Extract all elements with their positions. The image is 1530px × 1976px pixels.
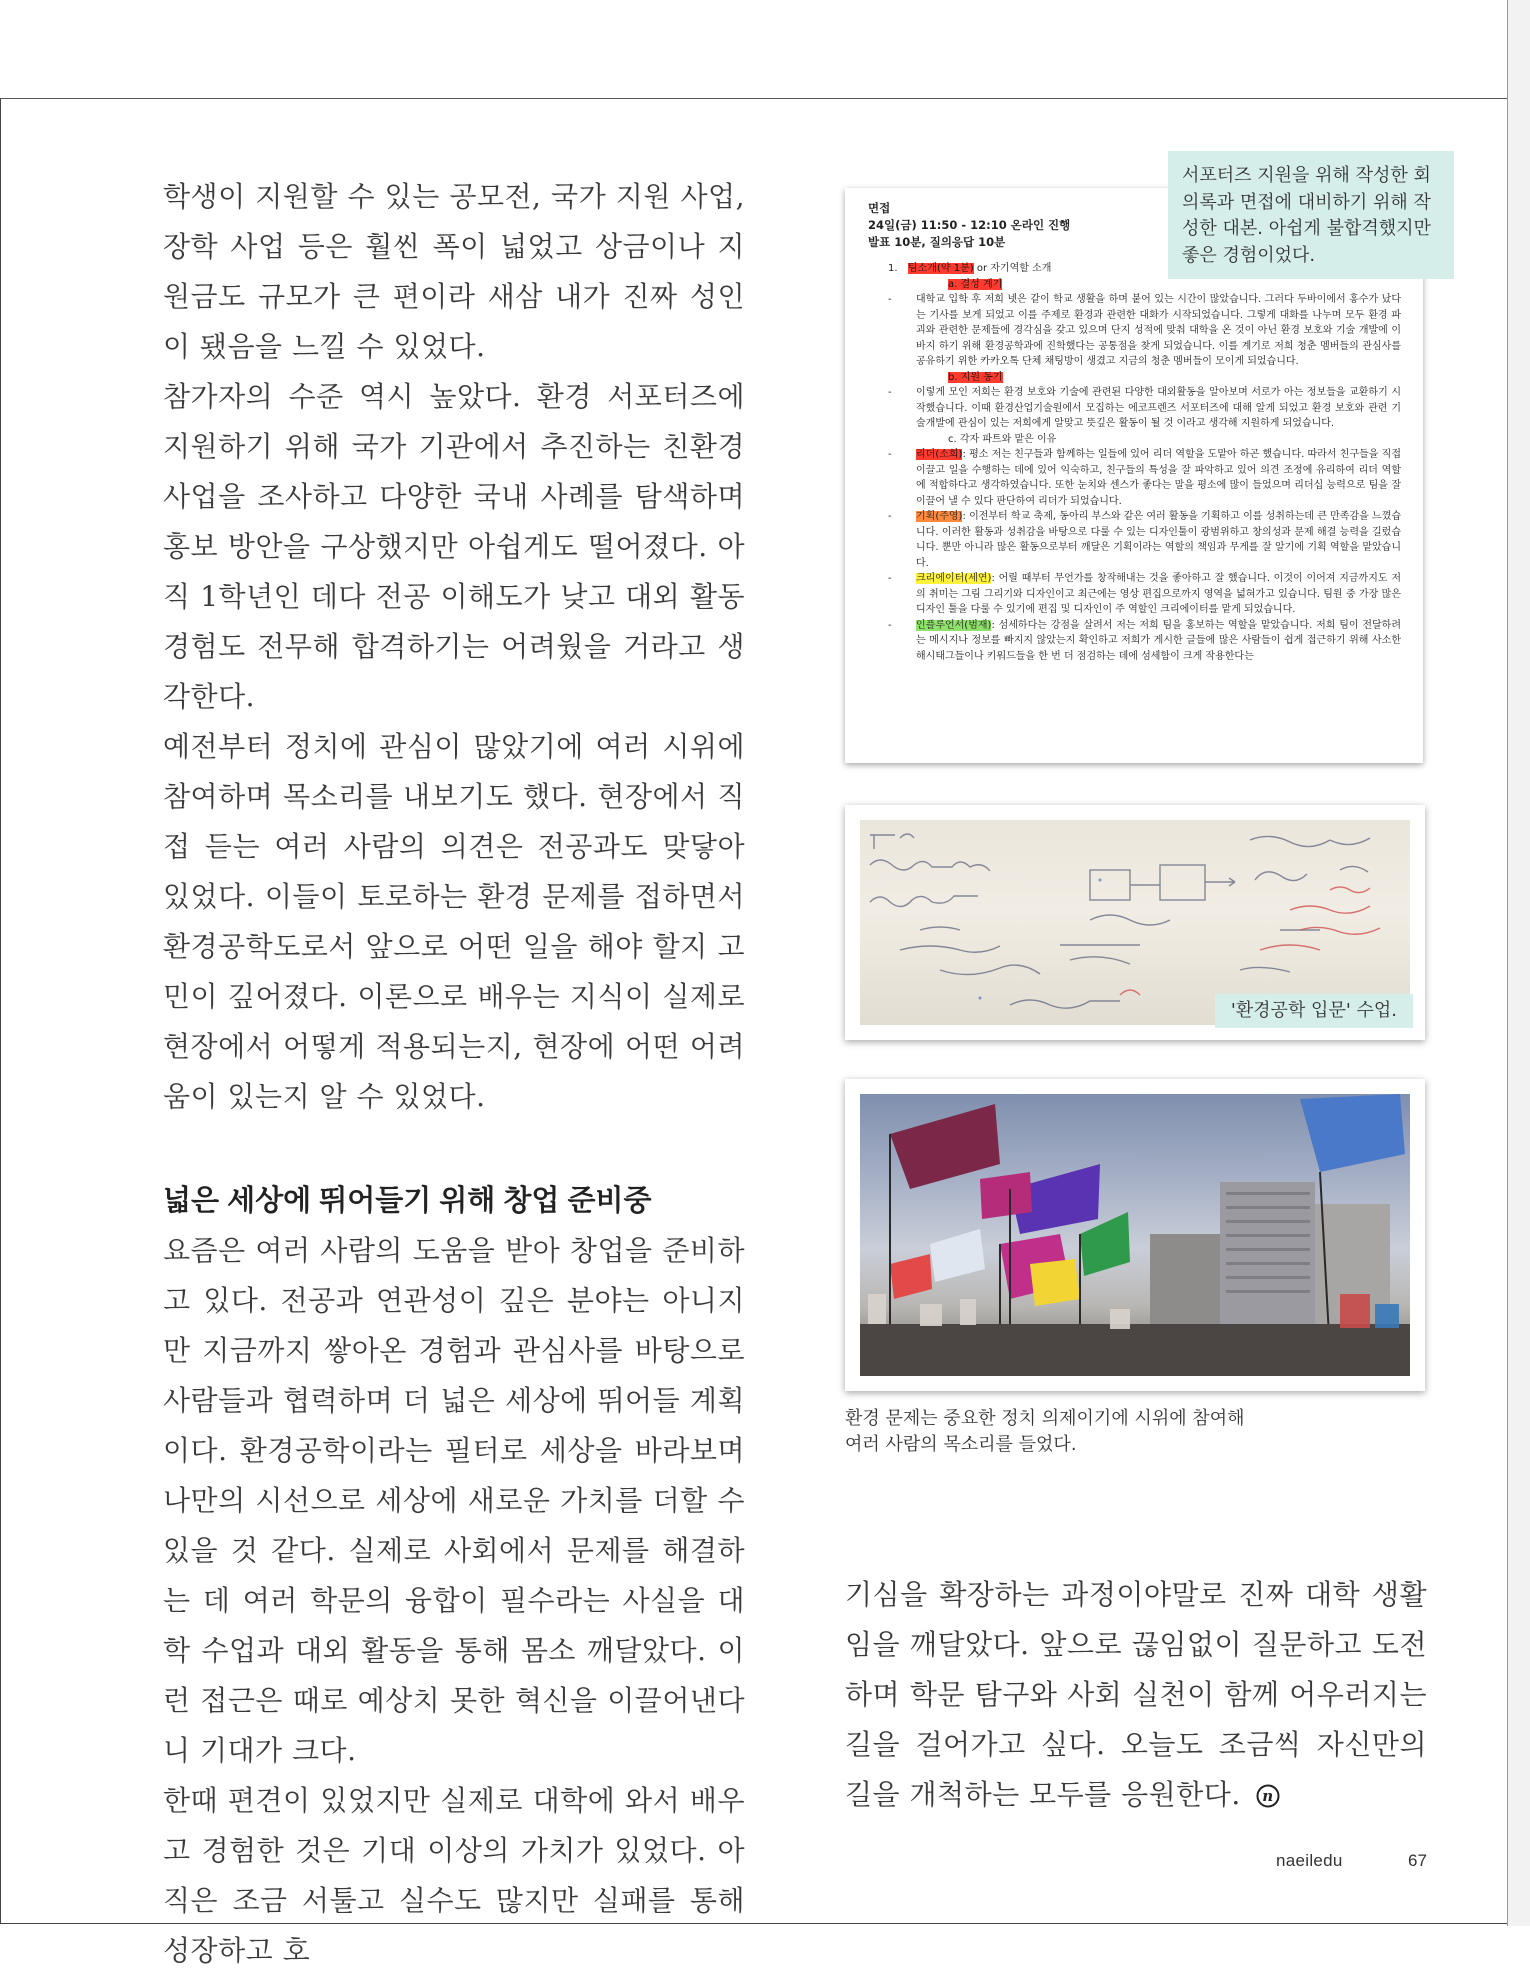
doc-format: 발표 10분, 질의응답 10분 xyxy=(868,235,1006,249)
doc-highlight: 팀소개(약 1분) xyxy=(908,263,974,274)
body-paragraph: 한때 편견이 있었지만 실제로 대학에 와서 배우고 경험한 것은 기대 이상의 가치가 있었다. 아직은 조금 서툴고 실수도 많지만 실패를 통해 성장하고 호 xyxy=(163,1784,745,1967)
page-number: 67 xyxy=(1408,1851,1427,1870)
body-paragraph: 학생이 지원할 수 있는 공모전, 국가 지원 사업, 장학 사업 등은 훨씬 폭이 넓었고 상금이나 지원금도 규모가 큰 편이라 새삼 내가 진짜 성인이 됐음을 느낄 수 있었다. xyxy=(163,180,745,363)
protest-caption xyxy=(845,1406,1405,1458)
body-paragraph: 예전부터 정치에 관심이 많았기에 여러 시위에 참여하며 목소리를 내보기도 했다. 현장에서 직접 듣는 여러 사람의 의견은 전공과도 맞닿아 있었다. 이들이 토로하는 환경 문제를 접하면서 환경공학도로서 앞으로 어떤 일을 해야 할지 고민이 깊어졌다. 이론으로 배우는 지식이 실제로 현장에서 어떻게 적용되는지, 현장에 어떤 어려움이 있는지 알 수 있었다. xyxy=(163,730,745,1113)
doc-bullet: - 기획(주영): 이전부터 학교 축제, 동아리 부스와 같은 여러 활동을 기획하고 이를 성취하는데 큰 만족감을 느꼈습니다. 이러한 활동과 성취감을 바탕으로 다룰 수 있는 디자인툴이 광범위하고 창의성과 문제 해결 능력을 길렀습니다. 뿐만 아니라 많은 활동으로부터 깨달은 기획이라는 역할의 책임과 무게를 잘 알기에 기획 역할을 맡았습니다. xyxy=(888,511,1401,569)
doc-bullet: - 리더(소희): 평소 저는 친구들과 함께하는 일들에 있어 리더 역할을 도맡아 하곤 했습니다. 따라서 친구들을 직접 이끌고 일을 수행하는 데에 있어 익숙하고, 친구들의 특성을 잘 파악하고 있어 의견 조정에 유리하여 리더 역할에 적합하다고 생각하였습니다. 또한 눈치와 센스가 좋다는 말을 평소에 많이 들었으며 리더십 능력으로 팀을 잘 이끌어 낼 수 있다 판단하여 리더가 되었습니다. xyxy=(888,449,1401,507)
svg-text:n: n xyxy=(1262,1787,1274,1805)
doc-items xyxy=(868,261,1401,664)
doc-text: or 자기역할 소개 xyxy=(973,263,1052,274)
whiteboard-caption: '환경공학 입문' 수업. xyxy=(1215,994,1413,1028)
footer-brand: naeiledu xyxy=(1276,1851,1343,1870)
doc-bullet: - 인플루언서(범재): 섬세하다는 강점을 살려서 저는 저희 팀을 홍보하는 역할을 맡았습니다. 저희 팀이 전달하려는 메시지나 정보를 빠지지 않았는지 확인하고 저희가 게시한 글들에 많은 사람들이 쉽게 접근하기 위해 사소한 해시태그들이나 키워드들을 한 번 더 점검하는 데에 섬세함이 크게 작용한다는 xyxy=(888,619,1401,662)
document-caption: 서포터즈 지원을 위해 작성한 회의록과 면접에 대비하기 위해 작성한 대본. 아쉽게 불합격했지만 좋은 경험이었다. xyxy=(1168,151,1454,279)
whiteboard-photo xyxy=(845,805,1425,1040)
doc-subheading: c. 각자 파트와 맡은 이유 xyxy=(948,433,1057,445)
doc-bullet: - 크리에이터(세연): 어릴 때부터 무언가를 창작해내는 것을 좋아하고 잘 했습니다. 이것이 이어져 지금까지도 저의 취미는 그림 그리기와 디자인이고 최근에는 영상 편집으로까지 영역을 넓혀가고 있습니다. 팀원 중 가장 많은 디자인 툴을 다룰 수 있기에 편집 및 디자인이 주 역할인 크리에이터를 맡게 되었습니다. xyxy=(888,573,1401,615)
doc-bullet: - 이렇게 모인 저희는 환경 보호와 기술에 관련된 다양한 대외활동을 알아보며 서로가 아는 정보들을 교환하기 시작했습니다. 이때 환경산업기술원에서 모집하는 에코프렌즈 서포터즈에 대해 알게 되었고 환경 보호와 관련 기술개발에 관심이 있는 저희에게 알맞고 뜻깊은 활동이 될 것 이라고 생각해 지원하게 되었습니다. xyxy=(888,387,1401,429)
doc-schedule: 24일(금) 11:50 - 12:10 온라인 진행 xyxy=(868,218,1071,232)
body-paragraph xyxy=(845,1570,1427,1820)
right-column xyxy=(845,1570,1427,1820)
doc-subheading: b. 지원 동기 xyxy=(948,371,1003,383)
end-mark-icon xyxy=(1254,1784,1282,1808)
caption-line: 환경 문제는 중요한 정치 의제이기에 시위에 참여해 xyxy=(845,1408,1245,1429)
doc-subheading: a. 결성 계기 xyxy=(948,278,1003,290)
closing-text: 기심을 확장하는 과정이야말로 진짜 대학 생활임을 깨달았다. 앞으로 끊임없이 질문하고 도전하며 학문 탐구와 사회 실천이 함께 어우러지는 길을 걸어가고 싶다. 오늘도 조금씩 자신만의 길을 개척하는 모두를 응원한다. xyxy=(845,1578,1427,1811)
section-heading: 넓은 세상에 뛰어들기 위해 창업 준비중 xyxy=(163,1185,652,1217)
doc-item-number: 1. xyxy=(888,263,898,274)
protest-image xyxy=(860,1094,1410,1376)
protest-scene xyxy=(860,1094,1410,1376)
doc-title: 면접 xyxy=(868,201,891,215)
page-edge xyxy=(1507,0,1530,1926)
body-paragraph: 요즘은 여러 사람의 도움을 받아 창업을 준비하고 있다. 전공과 연관성이 깊은 분야는 아니지만 지금까지 쌓아온 경험과 관심사를 바탕으로 사람들과 협력하며 더 넓은 세상에 뛰어들 계획이다. 환경공학이라는 필터로 세상을 바라보며 나만의 시선으로 세상에 새로운 가치를 더할 수 있을 것 같다. 실제로 사회에서 문제를 해결하는 데 여러 학문의 융합이 필수라는 사실을 대학 수업과 대외 활동을 통해 몸소 깨달았다. 이런 접근은 때로 예상치 못한 혁신을 이끌어낸다니 기대가 크다. xyxy=(163,1234,745,1767)
caption-line: 여러 사람의 목소리를 들었다. xyxy=(845,1434,1077,1455)
body-paragraph: 참가자의 수준 역시 높았다. 환경 서포터즈에 지원하기 위해 국가 기관에서 추진하는 친환경 사업을 조사하고 다양한 국내 사례를 탐색하며 홍보 방안을 구상했지만 아쉽게도 떨어졌다. 아직 1학년인 데다 전공 이해도가 낮고 대외 활동 경험도 전무해 합격하기는 어려웠을 거라고 생각한다. xyxy=(163,380,745,713)
top-band xyxy=(0,0,1510,99)
left-column xyxy=(163,172,745,1976)
doc-bullet: - 대학교 입학 후 저희 넷은 같이 학교 생활을 하며 붙어 있는 시간이 많았습니다. 그러다 두바이에서 홍수가 났다는 기사를 보게 되었고 이를 주제로 환경과 관련한 대화가 시작되었습니다. 그렇게 대화를 나누며 모두 환경 파괴와 관련한 문제들에 경각심을 갖고 있으며 단지 성적에 맞춰 대학을 온 것이 아닌 환경 보호와 기술 개발에 이바지 하기 위해 환경공학과에 진학했다는 공통점을 찾게 되었습니다. 이를 계기로 저희 청춘 멤버들의 관심사를 공유하기 위한 카카오톡 단체 채팅방이 생겼고 지금의 청춘 멤버들이 모이게 되었습니다. xyxy=(888,294,1401,367)
protest-photo xyxy=(845,1079,1425,1391)
